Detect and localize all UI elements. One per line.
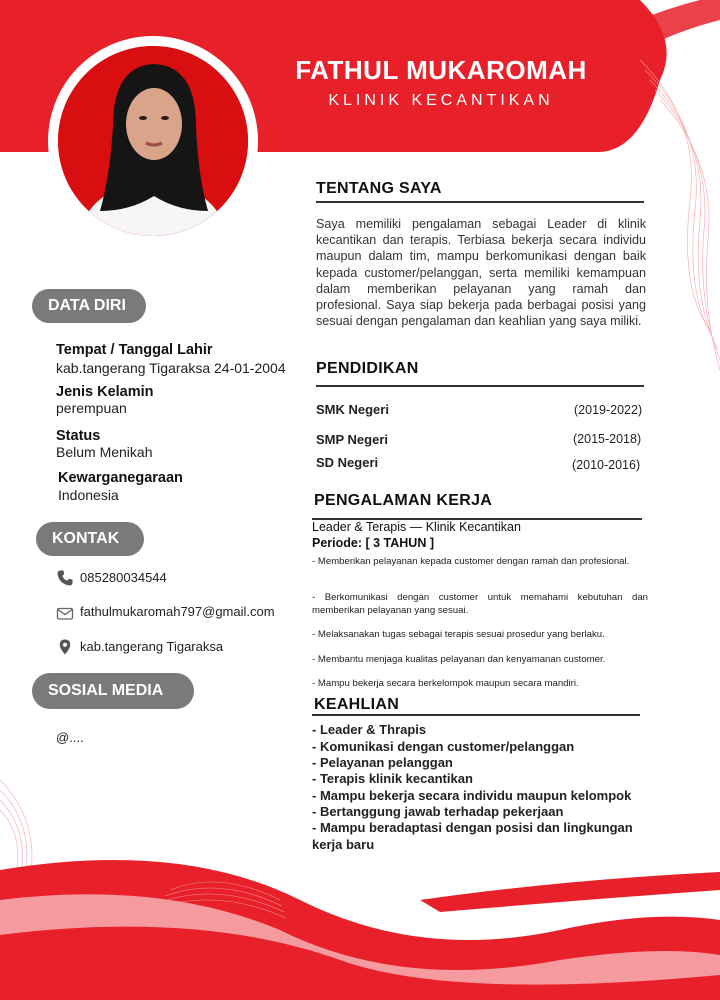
status-value: Belum Menikah	[56, 444, 153, 460]
education-years: (2019-2022)	[574, 403, 643, 417]
skills-heading: KEAHLIAN	[314, 696, 400, 713]
kontak-heading: KONTAK	[36, 522, 144, 556]
gender-value: perempuan	[56, 400, 127, 416]
candidate-name: FATHUL MUKAROMAH	[295, 55, 587, 85]
about-text: Saya memiliki pengalaman sebagai Leader di klinik kecantikan dan terapis. Terbiasa bekerja secara individu maupun dalam tim, mampu berkomunikasi dengan baik kepada customer/pelanggan, serta memiliki kemampuan dalam memberikan pelayanan yang ramah dan profesional. Saya siap bekerja pada berbagai posisi yang sesuai dengan pengalaman dan keahlian yang saya miliki.	[316, 217, 646, 329]
email-address[interactable]: fathulmukaromah797@gmail.com	[80, 604, 275, 619]
profile-photo	[48, 36, 258, 246]
skill-item: - Mampu bekerja secara individu maupun kelompok	[312, 788, 632, 803]
duty-item: - Mampu bekerja secara berkelompok maupun secara mandiri.	[312, 678, 579, 689]
data-diri-heading: DATA DIRI	[32, 289, 146, 323]
education-school: SMP Negeri	[316, 432, 389, 447]
citizen-value: Indonesia	[58, 487, 119, 503]
skill-item: - Pelayanan pelanggan	[312, 755, 453, 770]
address: kab.tangerang Tigaraksa	[80, 639, 224, 654]
social-handle[interactable]: @....	[56, 730, 84, 745]
skills-divider	[312, 714, 640, 716]
education-years: (2015-2018)	[573, 432, 642, 446]
candidate-subtitle: KLINIK KECANTIKAN	[328, 92, 554, 109]
skill-item: - Leader & Thrapis	[312, 722, 427, 737]
location-pin-icon	[56, 638, 74, 656]
portrait-illustration	[58, 46, 248, 236]
duty-item: - Berkomunikasi dengan customer untuk memahami kebutuhan dan memberikan pelayanan yang sesuai.	[312, 592, 648, 616]
skill-item: - Komunikasi dengan customer/pelanggan	[312, 739, 575, 754]
experience-heading: PENGALAMAN KERJA	[314, 492, 493, 509]
phone-icon	[56, 569, 74, 587]
sosial-media-heading: SOSIAL MEDIA	[32, 673, 194, 709]
birth-value: kab.tangerang Tigaraksa 24-01-2004	[56, 360, 286, 376]
education-heading: PENDIDIKAN	[316, 360, 419, 377]
status-label: Status	[56, 428, 101, 444]
skill-item: - Mampu beradaptasi dengan posisi dan lingkungan kerja baru	[312, 820, 633, 852]
phone-number[interactable]: 085280034544	[80, 570, 167, 585]
job-period: Periode: [ 3 TAHUN ]	[312, 536, 434, 550]
right-wave-lines	[640, 60, 720, 370]
skill-item: - Terapis klinik kecantikan	[312, 771, 473, 786]
education-years: (2010-2016)	[572, 458, 641, 472]
skill-item: - Bertanggung jawab terhadap pekerjaan	[312, 804, 564, 819]
about-divider	[316, 201, 644, 203]
duty-item: - Melaksanakan tugas sebagai terapis sesuai prosedur yang berlaku.	[312, 629, 605, 640]
duty-item: - Memberikan pelayanan kepada customer dengan ramah dan profesional.	[312, 556, 630, 567]
photo-background	[58, 46, 248, 236]
education-school: SD Negeri	[316, 455, 379, 470]
citizen-label: Kewarganegaraan	[58, 470, 183, 486]
education-divider	[316, 385, 644, 387]
duty-item: - Membantu menjaga kualitas pelayanan dan kenyamanan customer.	[312, 654, 606, 665]
education-school: SMK Negeri	[316, 402, 389, 417]
mail-icon	[56, 604, 74, 622]
job-role: Leader & Terapis — Klinik Kecantikan	[312, 520, 521, 534]
gender-label: Jenis Kelamin	[56, 384, 154, 400]
birth-label: Tempat / Tanggal Lahir	[56, 342, 213, 358]
about-heading: TENTANG SAYA	[316, 180, 442, 197]
